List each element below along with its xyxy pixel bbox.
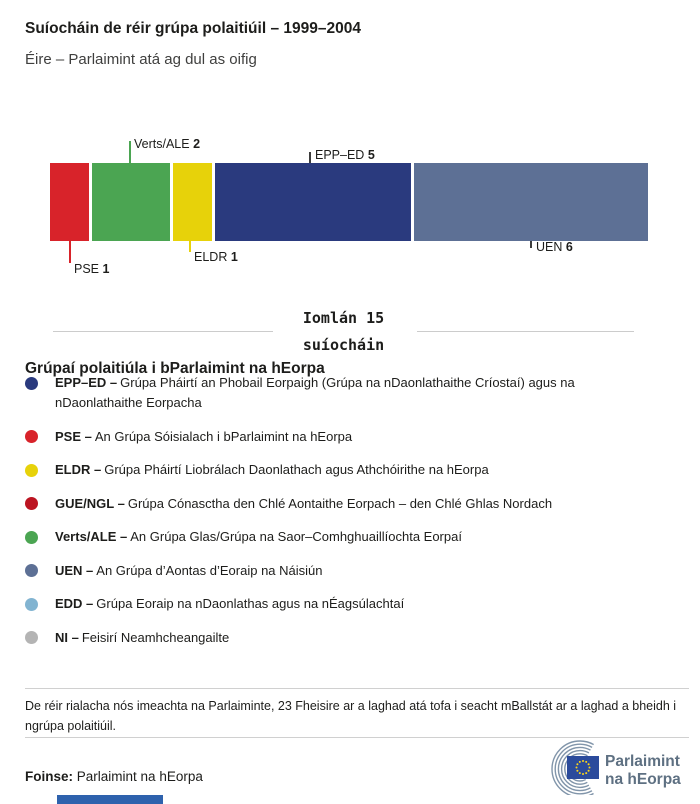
legend-text (55, 594, 404, 614)
legend-heading: Grúpaí polaitiúla i bParlaimint na hEorpa (25, 360, 325, 377)
legend-item-uen (25, 561, 655, 581)
legend-item-ni (25, 628, 655, 648)
guengl-color-dot (25, 497, 38, 510)
callout-label-verts (134, 137, 200, 151)
group-abbr: EDD – (55, 596, 94, 611)
callout-label-epped (315, 148, 375, 162)
callout-tick-eldr (189, 241, 191, 252)
group-seats: 2 (193, 137, 201, 151)
group-seats: 1 (230, 250, 238, 264)
legend-item-eldr (25, 460, 655, 480)
group-desc: An Grúpa Glas/Grúpa na Saor–Comhghuaillíochta Eorpaí (130, 529, 462, 544)
legend-item-epped (25, 373, 655, 413)
group-desc: An Grúpa d’Aontas d’Eoraip na Náisiún (96, 562, 323, 578)
group-seats: 1 (102, 262, 110, 276)
group-desc: An Grúpa Sóisialach i bParlaimint na hEorpa (94, 428, 353, 444)
legend-text (55, 527, 462, 547)
group-desc: Grúpa Pháirtí Liobrálach Daonlathach agus Athchóirithe na hEorpa (104, 462, 489, 477)
source-value: Parlaimint na hEorpa (76, 769, 203, 784)
callout-label-eldr (194, 250, 238, 264)
uen-color-dot (25, 564, 38, 577)
page-subtitle: Éire – Parlaimint atá ag dul as oifig (25, 51, 257, 68)
source-label: Foinse: (25, 769, 74, 784)
legend-item-pse (25, 427, 655, 447)
logo-text-line2: na hEorpa (605, 771, 681, 788)
legend-text (55, 460, 489, 480)
bar-segment-verts (92, 163, 170, 241)
legend-text (55, 427, 352, 447)
footnote-divider-bottom (25, 737, 689, 738)
callout-tick-verts (129, 141, 131, 163)
callout-label-uen (536, 240, 573, 254)
bar-segment-epped (215, 163, 410, 241)
bar-segment-eldr (173, 163, 212, 241)
stacked-seat-bar (50, 163, 648, 241)
seats-chart (0, 138, 700, 288)
group-abbr: Verts/ALE – (55, 529, 128, 544)
group-abbr: PSE – (55, 428, 92, 444)
bar-segment-uen (414, 163, 648, 241)
callout-tick-pse (69, 241, 71, 263)
eldr-color-dot (25, 464, 38, 477)
total-line2: suíocháin (302, 336, 385, 354)
legend-text (55, 494, 552, 514)
group-desc: Grúpa Cónasctha den Chlé Aontaithe Eorpach – den Chlé Ghlas Nordach (127, 495, 553, 511)
group-abbr: UEN – (55, 562, 94, 578)
group-desc: Grúpa Pháirtí an Phobail Eorpaigh (Grúpa na nDaonlathaithe Críostaí) agus na nDaonlathaithe Eorpacha (55, 375, 575, 410)
group-abbr: GUE/NGL – (55, 495, 125, 511)
bar-segment-pse (50, 163, 89, 241)
eu-flag-icon (567, 756, 599, 779)
ni-color-dot (25, 631, 38, 644)
legend-item-guengl (25, 494, 655, 514)
callout-label-pse (74, 262, 109, 276)
total-seats-block (53, 305, 634, 359)
group-name: Verts/ALE (134, 137, 190, 151)
bottom-blue-bar (57, 795, 163, 804)
group-name: EPP–ED (315, 148, 365, 162)
group-seats: 6 (565, 240, 573, 254)
pse-color-dot (25, 430, 38, 443)
group-desc: Grúpa Eoraip na nDaonlathas agus na nÉagsúlachtaí (96, 596, 405, 611)
page-title: Suíocháin de réir grúpa polaitiúil – 1999–2004 (25, 20, 361, 37)
epped-color-dot (25, 377, 38, 390)
logo-text-line1: Parlaimint (605, 753, 680, 770)
group-seats: 5 (367, 148, 375, 162)
group-abbr: EPP–ED – (55, 375, 118, 390)
callout-tick-epped (309, 152, 311, 163)
legend-text (55, 628, 229, 648)
group-name: PSE (74, 262, 100, 276)
legend-item-vertsale (25, 527, 655, 547)
total-seats-label (53, 305, 634, 359)
group-abbr: NI – (55, 629, 79, 645)
footnote-divider-top (25, 688, 689, 689)
group-desc: Feisirí Neamhcheangailte (81, 629, 230, 645)
group-name: UEN (536, 240, 563, 254)
legend-text (55, 561, 323, 581)
group-abbr: ELDR – (55, 462, 102, 477)
source-line (25, 769, 203, 784)
legend-text (55, 373, 610, 413)
callout-tick-uen (530, 241, 532, 248)
european-parliament-logo (530, 740, 695, 795)
footnote-text: De réir rialacha nós imeachta na Parlaiminte, 23 Fheisire ar a laghad atá tofa i seacht mBallstát ar a laghad a bheidh i ngrúpa polaitiúil. (25, 699, 677, 733)
total-line1: Iomlán 15 (302, 309, 385, 327)
legend-item-edd (25, 594, 655, 614)
legend-list (25, 373, 655, 661)
group-name: ELDR (194, 250, 228, 264)
vertsale-color-dot (25, 531, 38, 544)
edd-color-dot (25, 598, 38, 611)
